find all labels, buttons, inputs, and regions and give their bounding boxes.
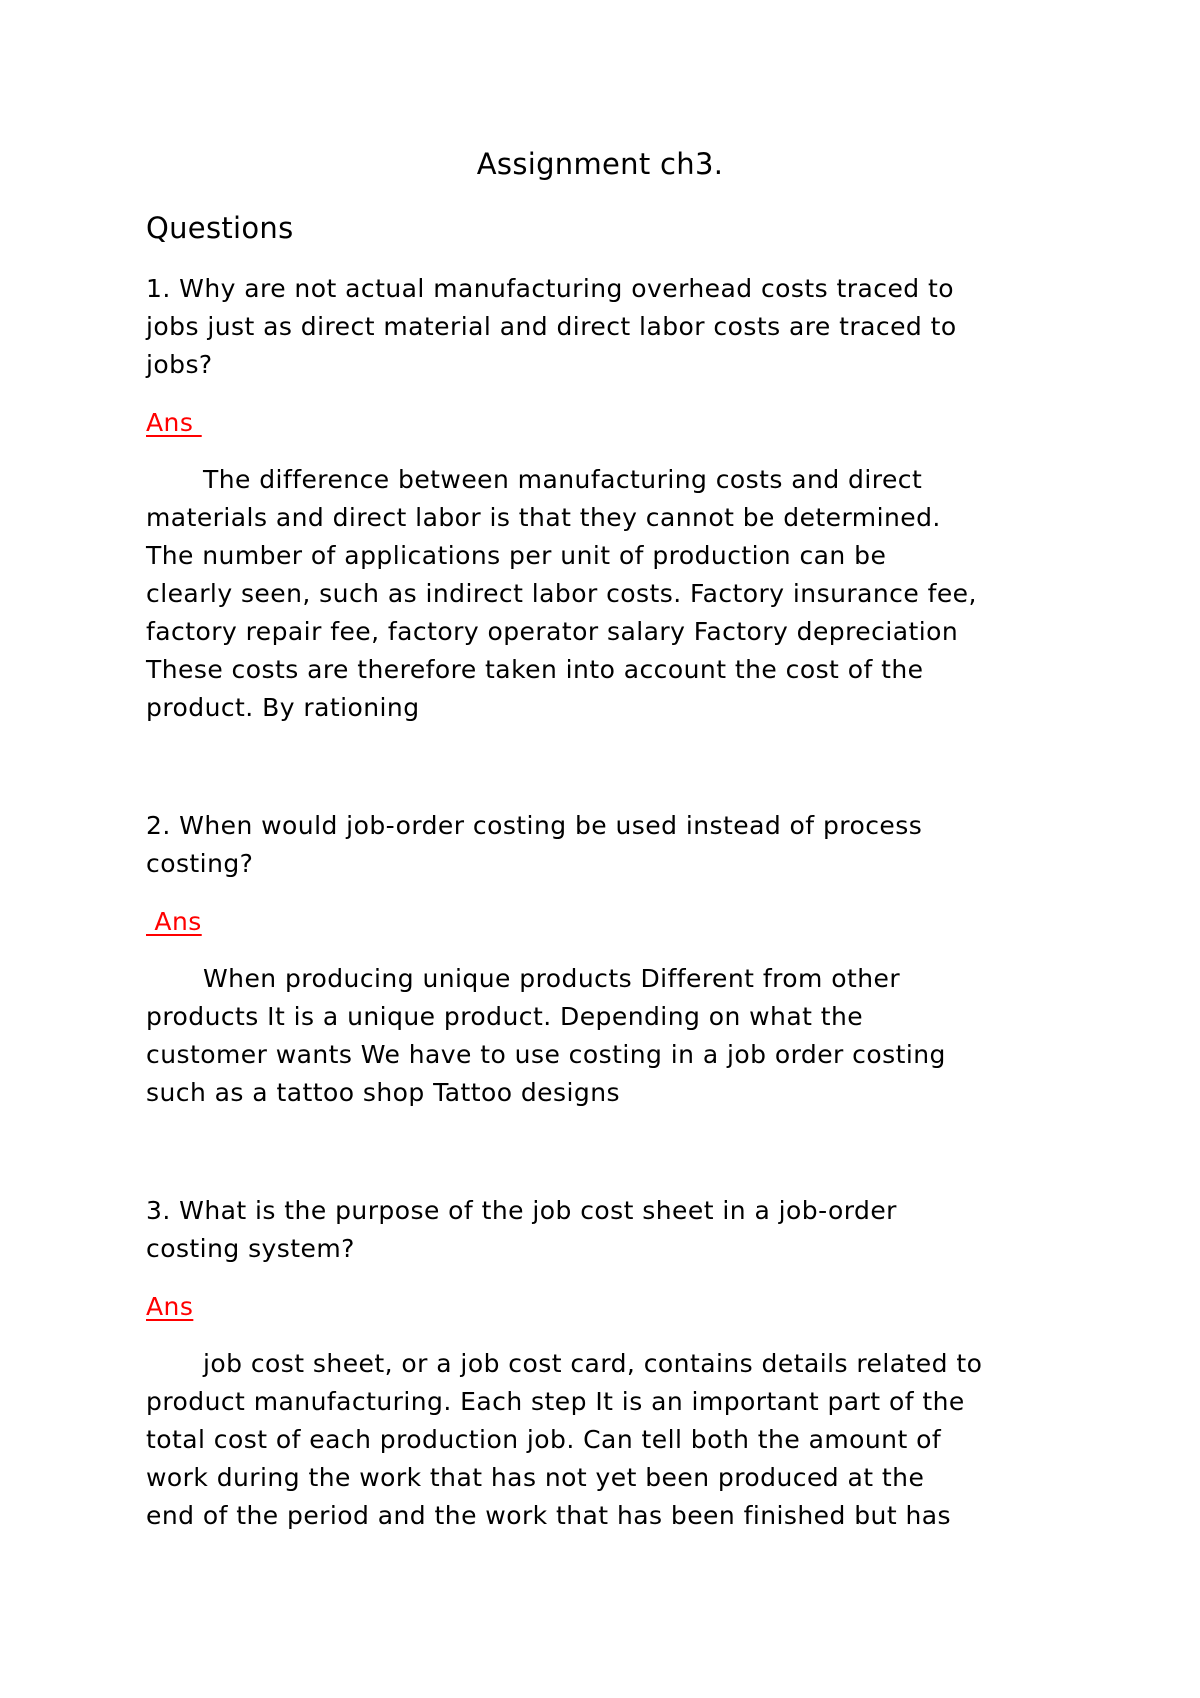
- answer-line: factory repair fee, factory operator salary Factory depreciation: [146, 617, 959, 646]
- answer-line: clearly seen, such as indirect labor costs. Factory insurance fee,: [146, 579, 977, 608]
- answer-line: product manufacturing. Each step It is an important part of the: [146, 1387, 965, 1416]
- question-line: 2. When would job-order costing be used instead of process: [146, 811, 923, 840]
- answer-line: end of the period and the work that has been finished but has: [146, 1501, 952, 1530]
- answer-label-1: Ans: [146, 408, 202, 437]
- section-heading: Questions: [146, 211, 294, 245]
- question-line: jobs just as direct material and direct labor costs are traced to: [146, 312, 957, 341]
- answer-1: [146, 461, 1076, 727]
- answer-label-3: Ans: [146, 1292, 194, 1321]
- answer-line: total cost of each production job. Can tell both the amount of: [146, 1425, 942, 1454]
- answer-3: [146, 1345, 1076, 1535]
- answer-2: [146, 960, 1076, 1112]
- answer-line: When producing unique products Different from other: [203, 964, 901, 993]
- answer-line: products It is a unique product. Depending on what the: [146, 1002, 864, 1031]
- question-line: jobs?: [146, 350, 213, 379]
- answer-line: job cost sheet, or a job cost card, contains details related to: [203, 1349, 983, 1378]
- answer-line: work during the work that has not yet been produced at the: [146, 1463, 925, 1492]
- question-line: 3. What is the purpose of the job cost sheet in a job-order: [146, 1196, 897, 1225]
- question-1: [146, 270, 1076, 384]
- answer-line: The number of applications per unit of production can be: [146, 541, 887, 570]
- answer-line: product. By rationing: [146, 693, 420, 722]
- answer-label-2: Ans: [146, 907, 202, 936]
- answer-line: customer wants We have to use costing in a job order costing: [146, 1040, 946, 1069]
- question-3: [146, 1192, 1076, 1268]
- answer-line: These costs are therefore taken into account the cost of the: [146, 655, 924, 684]
- document-title: Assignment ch3.: [476, 147, 724, 181]
- question-line: costing system?: [146, 1234, 355, 1263]
- question-line: 1. Why are not actual manufacturing overhead costs traced to: [146, 274, 955, 303]
- question-line: costing?: [146, 849, 254, 878]
- answer-line: materials and direct labor is that they cannot be determined.: [146, 503, 941, 532]
- answer-line: such as a tattoo shop Tattoo designs: [146, 1078, 620, 1107]
- answer-line: The difference between manufacturing costs and direct: [203, 465, 923, 494]
- question-2: [146, 807, 1076, 883]
